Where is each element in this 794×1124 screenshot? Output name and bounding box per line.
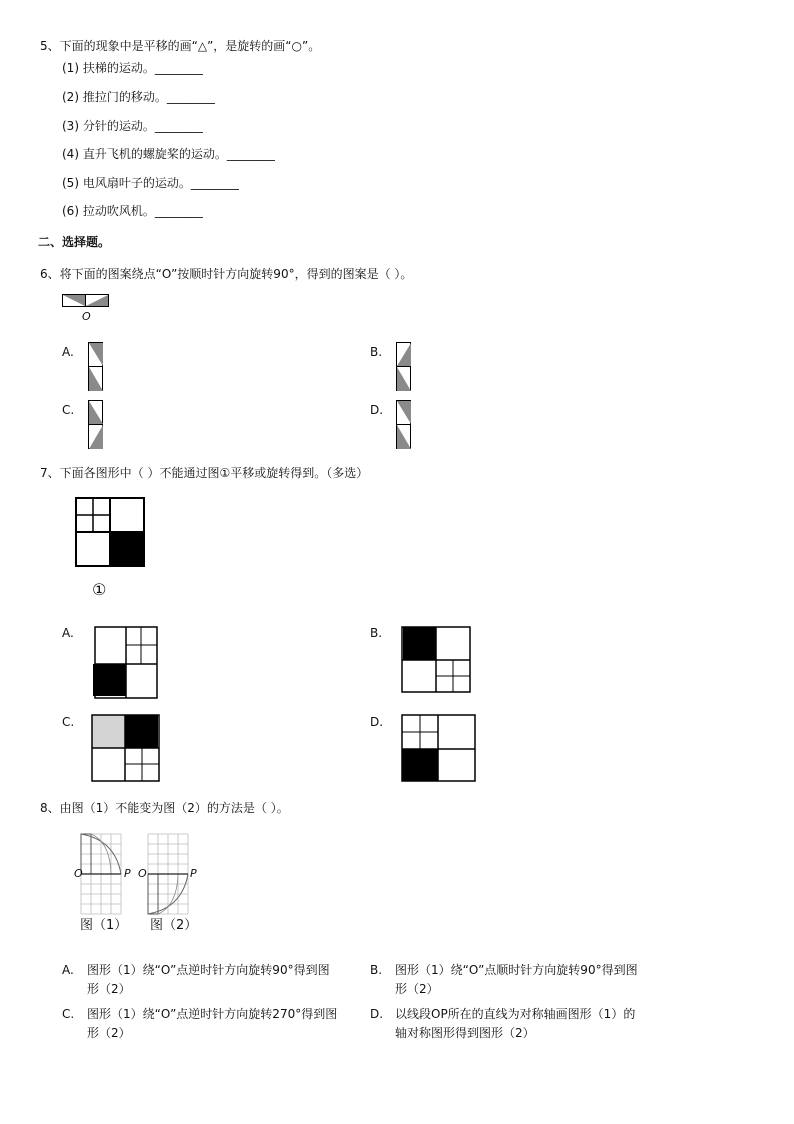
q8-option-b-letter: B. — [370, 963, 383, 977]
q8-option-d-text-2: 轴对称图形得到图形（2） — [395, 1026, 535, 1040]
q6-option-b-figure[interactable] — [396, 342, 412, 392]
q5-item-1: (1) 扶梯的运动。________ — [62, 61, 203, 75]
q7-option-a-figure[interactable] — [90, 626, 158, 700]
q6-option-d-figure[interactable] — [396, 400, 412, 450]
q7-option-d-figure[interactable] — [400, 714, 478, 784]
q8-option-a-text[interactable]: 图形（1）绕“O”点逆时针方向旋转90°得到图 — [87, 963, 330, 977]
q7-option-b-letter: B. — [370, 626, 383, 640]
q8-fig1-p-label: P — [124, 867, 131, 880]
q6-option-d-letter: D. — [370, 403, 384, 417]
q6-option-b-letter: B. — [370, 345, 383, 359]
q8-fig1-o-label: O — [74, 867, 83, 880]
q6-option-c-figure[interactable] — [88, 400, 104, 450]
q7-option-a-letter: A. — [62, 626, 74, 640]
q6-option-c-letter: C. — [62, 403, 75, 417]
q5-item-3: (3) 分针的运动。________ — [62, 119, 203, 133]
q6-center-label: O — [82, 310, 91, 323]
q5-item-5: (5) 电风扇叶子的运动。________ — [62, 176, 239, 190]
q6-option-a-figure[interactable] — [88, 342, 104, 392]
q5-stem: 5、下面的现象中是平移的画“△”，是旋转的画“○”。 — [40, 39, 321, 53]
q7-figure-label: ① — [92, 580, 107, 599]
q8-option-c-text-2: 形（2） — [87, 1026, 131, 1040]
q8-option-d-letter: D. — [370, 1007, 384, 1021]
q8-fig2-p-label: P — [190, 867, 197, 880]
q8-option-a-letter: A. — [62, 963, 74, 977]
q6-stem: 6、将下面的图案绕点“O”按顺时针方向旋转90°，得到的图案是（ ）。 — [40, 267, 413, 281]
q8-stem: 8、由图（1）不能变为图（2）的方法是（ ）。 — [40, 801, 289, 815]
q5-item-4: (4) 直升飞机的螺旋桨的运动。________ — [62, 147, 275, 161]
q5-item-2: (2) 推拉门的移动。________ — [62, 90, 215, 104]
q8-option-c-letter: C. — [62, 1007, 75, 1021]
q8-option-b-text-2: 形（2） — [395, 982, 439, 996]
q8-fig1-caption: 图（1） — [80, 918, 128, 933]
q8-option-c-text[interactable]: 图形（1）绕“O”点逆时针方向旋转270°得到图 — [87, 1007, 338, 1021]
q8-fig2-caption: 图（2） — [150, 918, 198, 933]
q7-option-c-figure[interactable] — [90, 714, 162, 782]
q8-fig2-o-label: O — [138, 867, 147, 880]
q7-option-c-letter: C. — [62, 715, 75, 729]
q8-option-b-text[interactable]: 图形（1）绕“O”点顺时针方向旋转90°得到图 — [395, 963, 638, 977]
q7-figure-1 — [75, 497, 147, 569]
q6-original-pattern — [62, 294, 110, 308]
q7-stem: 7、下面各图形中（ ）不能通过图①平移或旋转得到。（多选） — [40, 466, 369, 480]
q6-option-a-letter: A. — [62, 345, 74, 359]
section-title: 二、选择题。 — [38, 235, 111, 249]
q8-option-d-text[interactable]: 以线段OP所在的直线为对称轴画图形（1）的 — [395, 1007, 636, 1021]
q7-option-b-figure[interactable] — [400, 626, 472, 694]
q8-option-a-text-2: 形（2） — [87, 982, 131, 996]
q5-item-6: (6) 拉动吹风机。________ — [62, 204, 203, 218]
q7-option-d-letter: D. — [370, 715, 384, 729]
